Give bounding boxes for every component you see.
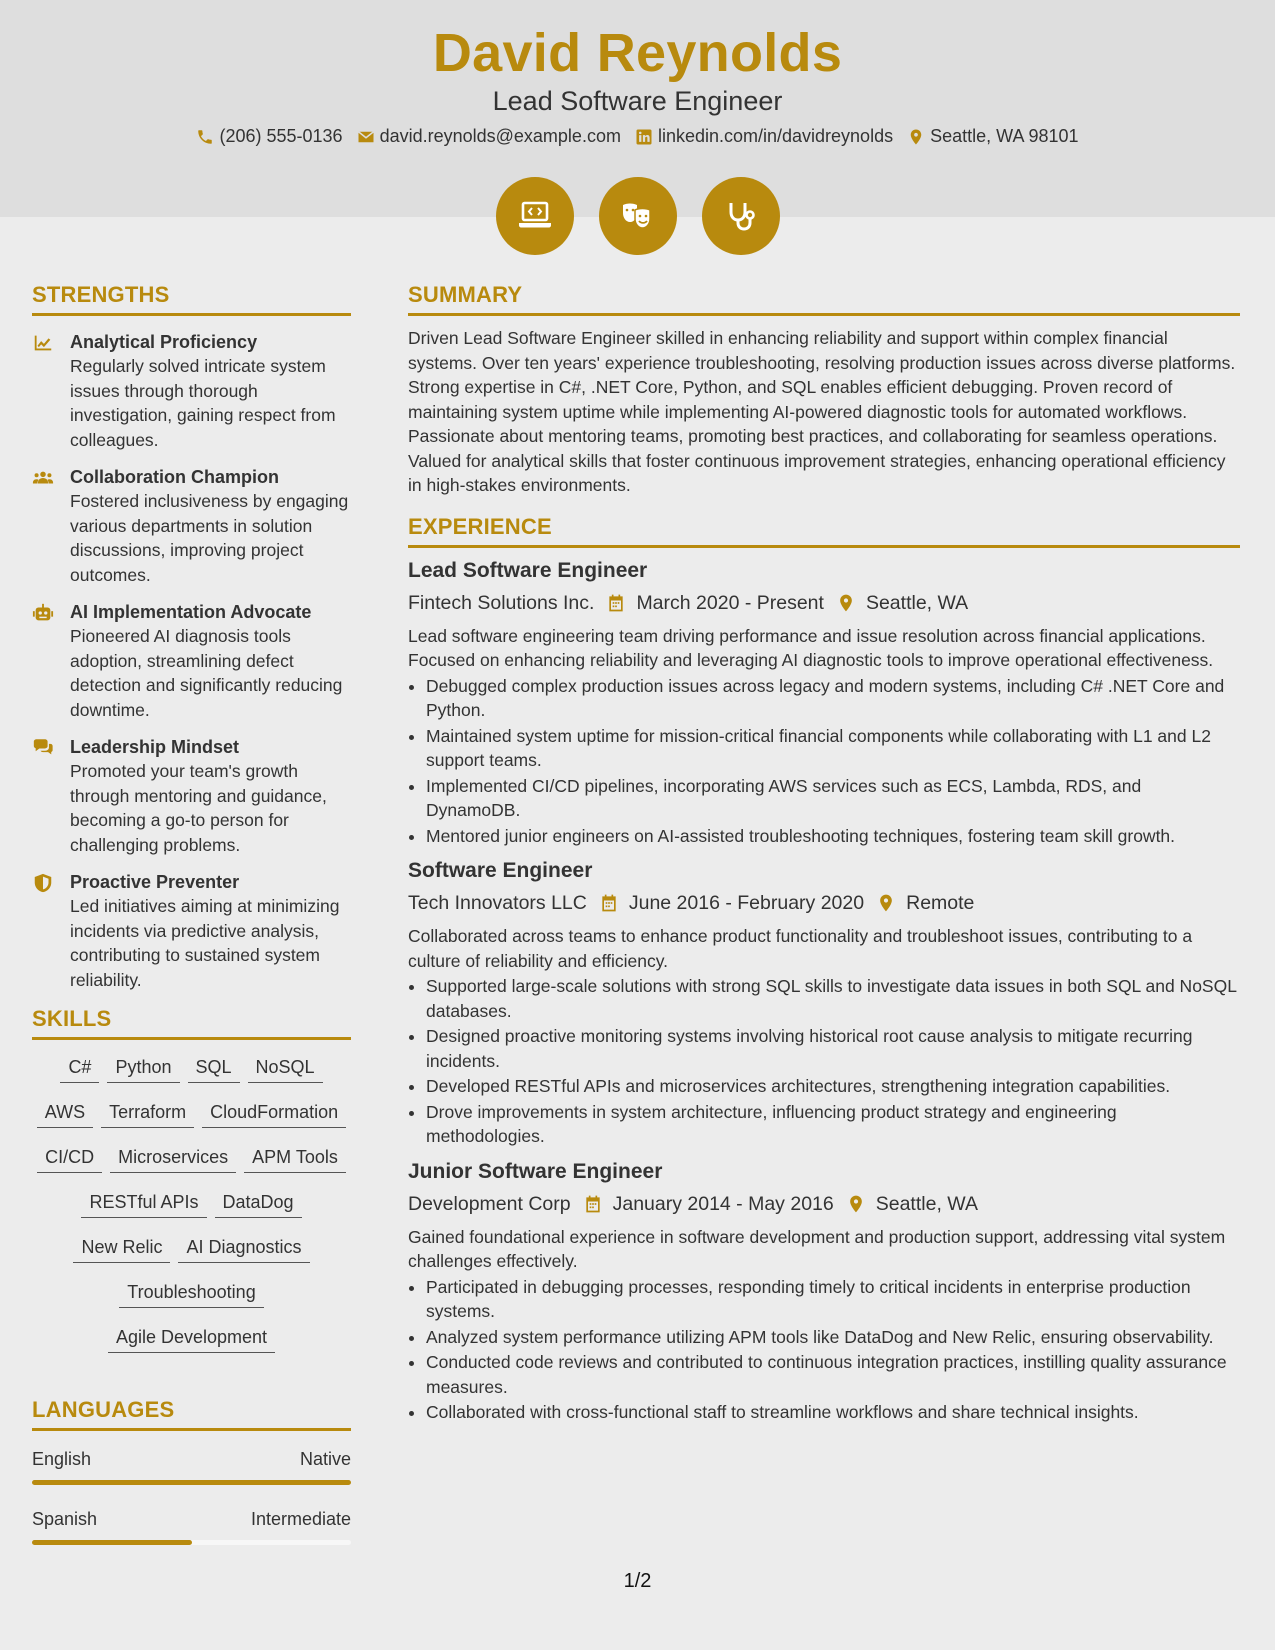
strength-item xyxy=(32,465,351,587)
theater-masks-badge xyxy=(599,177,677,255)
strengths-list xyxy=(32,330,351,992)
language-bar xyxy=(32,1540,351,1545)
strength-desc: Fostered inclusiveness by engaging various departments in solution discussions, improving project outcomes. xyxy=(70,491,349,585)
map-pin-icon xyxy=(907,128,925,146)
language-item xyxy=(32,1509,351,1545)
email-text: david.reynolds@example.com xyxy=(379,126,621,146)
theater-masks-icon xyxy=(618,196,658,236)
map-pin-icon xyxy=(876,893,896,913)
calendar-icon xyxy=(583,1194,603,1214)
skill-tag: C# xyxy=(60,1052,99,1083)
strength-item xyxy=(32,870,351,992)
job-company: Development Corp xyxy=(408,1192,571,1215)
contact-linkedin[interactable] xyxy=(635,126,893,147)
job-company: Tech Innovators LLC xyxy=(408,892,587,914)
phone-text: (206) 555-0136 xyxy=(219,126,343,146)
calendar-icon xyxy=(606,593,626,613)
stethoscope-icon xyxy=(721,196,761,236)
job-bullets xyxy=(408,974,1240,1149)
shield-icon xyxy=(32,872,54,894)
language-bar-fill xyxy=(32,1540,192,1545)
language-bar-fill xyxy=(32,1480,351,1485)
users-icon xyxy=(32,467,54,489)
summary-text: Driven Lead Software Engineer skilled in enhancing reliability and support within complex financial systems. Over ten years' experience troubleshooting, resolving production issues across diverse platforms. Strong expertise in C#, .NET Core, Python, and SQL enables efficient debugging. Proven record of maintaining system uptime while implementing AI-powered diagnostic tools for automated workflows. Passionate about mentoring teams, promoting best practices, and collaborating for seamless operations. Valued for analytical skills that foster continuous improvement strategies, enhancing operational efficiency in high-stakes environments. xyxy=(408,328,1236,495)
job-entry xyxy=(408,556,1240,849)
map-pin-icon xyxy=(836,593,856,613)
location-text: Seattle, WA 98101 xyxy=(930,126,1079,146)
strength-desc: Promoted your team's growth through mentoring and guidance, becoming a go-to person for challenging problems. xyxy=(70,761,327,855)
languages-heading: LANGUAGES xyxy=(32,1397,351,1431)
right-column xyxy=(408,282,1240,1426)
job-bullet: • Collaborated with cross-functional staff to streamline workflows and share technical insights. xyxy=(426,1400,1240,1425)
skill-tag: Python xyxy=(107,1052,179,1083)
language-item xyxy=(32,1449,351,1485)
strength-desc: Pioneered AI diagnosis tools adoption, streamlining defect detection and significantly reducing downtime. xyxy=(70,626,343,720)
strength-item xyxy=(32,600,351,722)
contact-bar xyxy=(0,126,1275,147)
language-level: Native xyxy=(299,1449,351,1469)
laptop-code-icon xyxy=(515,196,555,236)
job-bullet: • Analyzed system performance utilizing APM tools like DataDog and New Relic, ensuring observability. xyxy=(426,1325,1240,1350)
job-bullet: • Designed proactive monitoring systems involving historical root cause analysis to mitigate recurring incidents. xyxy=(426,1024,1240,1073)
strength-title: Leadership Mindset xyxy=(70,737,240,757)
strength-title: Analytical Proficiency xyxy=(70,332,258,352)
strength-title: Proactive Preventer xyxy=(70,872,240,892)
job-location: Seattle, WA xyxy=(875,1192,978,1215)
job-bullet: • Developed RESTful APIs and microservices architectures, strengthening integration capabilities. xyxy=(426,1074,1240,1099)
linkedin-icon xyxy=(635,128,653,146)
job-bullet: • Participated in debugging processes, responding timely to critical incidents in enterprise production systems. xyxy=(426,1275,1240,1324)
strength-item xyxy=(32,330,351,452)
strength-item xyxy=(32,735,351,857)
skill-tag: New Relic xyxy=(73,1232,170,1263)
map-pin-icon xyxy=(846,1194,866,1214)
left-column xyxy=(32,282,351,1545)
summary-heading: SUMMARY xyxy=(408,282,1240,316)
job-title: Lead Software Engineer xyxy=(408,558,648,582)
language-bar xyxy=(32,1480,351,1485)
skills-list xyxy=(32,1052,351,1353)
skill-tag: APM Tools xyxy=(244,1142,346,1173)
job-title: Software Engineer xyxy=(408,859,593,882)
skill-tag: CloudFormation xyxy=(202,1097,346,1128)
skill-tag: Troubleshooting xyxy=(119,1277,263,1308)
job-bullets xyxy=(408,674,1240,849)
envelope-icon xyxy=(357,128,375,146)
job-bullet: • Maintained system uptime for mission-critical financial components while collaborating with L1 and L2 support teams. xyxy=(426,724,1240,773)
stethoscope-badge xyxy=(702,177,780,255)
robot-icon xyxy=(32,602,54,624)
skill-tag: SQL xyxy=(188,1052,240,1083)
skills-heading: SKILLS xyxy=(32,1006,351,1040)
job-location: Seattle, WA xyxy=(865,591,969,614)
candidate-name: David Reynolds xyxy=(432,23,843,83)
job-bullet: • Conducted code reviews and contributed to continuous integration practices, instilling quality assurance measures. xyxy=(426,1350,1240,1399)
contact-location xyxy=(907,126,1078,147)
language-level: Intermediate xyxy=(250,1509,351,1529)
language-name: Spanish xyxy=(32,1509,98,1529)
job-description: Collaborated across teams to enhance product functionality and troubleshoot issues, contributing to a culture of reliability and efficiency. xyxy=(408,926,1193,971)
job-bullet: • Implemented CI/CD pipelines, incorporating AWS services such as ECS, Lambda, RDS, and DynamoDB. xyxy=(426,774,1240,823)
job-bullet: • Drove improvements in system architecture, influencing product strategy and engineering methodologies. xyxy=(426,1100,1240,1149)
laptop-code-badge xyxy=(496,177,574,255)
job-title: Junior Software Engineer xyxy=(408,1159,663,1183)
skill-tag: CI/CD xyxy=(37,1142,102,1173)
job-dates: January 2014 - May 2016 xyxy=(612,1192,834,1215)
skill-tag: Agile Development xyxy=(108,1322,275,1353)
skill-tag: RESTful APIs xyxy=(81,1187,206,1218)
phone-icon xyxy=(196,128,214,146)
comments-icon xyxy=(32,737,54,759)
strength-desc: Led initiatives aiming at minimizing incidents via predictive analysis, contributing to sustained system reliability. xyxy=(70,896,340,990)
strength-title: AI Implementation Advocate xyxy=(70,602,312,622)
job-location: Remote xyxy=(906,892,975,914)
skill-tag: AWS xyxy=(37,1097,93,1128)
contact-phone[interactable] xyxy=(196,126,342,147)
job-bullet: • Mentored junior engineers on AI-assisted troubleshooting techniques, fostering team skill growth. xyxy=(426,824,1240,849)
skill-tag: Terraform xyxy=(101,1097,194,1128)
job-entry xyxy=(408,856,1240,1149)
contact-email[interactable] xyxy=(357,126,621,147)
page-number: 1/2 xyxy=(623,1570,652,1592)
interest-badges xyxy=(0,177,1275,255)
strength-desc: Regularly solved intricate system issues through thorough investigation, gaining respect from colleagues. xyxy=(70,356,336,450)
job-bullet: • Debugged complex production issues across legacy and modern systems, including C# .NET Core and Python. xyxy=(426,674,1240,723)
linkedin-text: linkedin.com/in/davidreynolds xyxy=(657,126,894,146)
job-description: Gained foundational experience in software development and production support, addressing vital system challenges effectively. xyxy=(408,1226,1226,1271)
job-description: Lead software engineering team driving performance and issue resolution across financial applications. Focused on enhancing reliability and leveraging AI diagnostic tools to improve operational effectiveness. xyxy=(408,625,1214,670)
job-dates: March 2020 - Present xyxy=(636,591,824,614)
chart-line-icon xyxy=(32,332,54,354)
job-entry xyxy=(408,1157,1240,1425)
skill-tag: AI Diagnostics xyxy=(178,1232,309,1263)
job-company: Fintech Solutions Inc. xyxy=(408,591,595,614)
language-name: English xyxy=(32,1449,92,1469)
skill-tag: NoSQL xyxy=(248,1052,323,1083)
strength-title: Collaboration Champion xyxy=(70,467,279,487)
job-bullet: • Supported large-scale solutions with strong SQL skills to investigate data issues in both SQL and NoSQL databases. xyxy=(426,974,1240,1023)
strengths-heading: STRENGTHS xyxy=(32,282,351,316)
candidate-title: Lead Software Engineer xyxy=(492,86,783,116)
job-bullets xyxy=(408,1275,1240,1425)
experience-heading: EXPERIENCE xyxy=(408,514,1240,548)
calendar-icon xyxy=(599,893,619,913)
job-dates: June 2016 - February 2020 xyxy=(628,892,865,914)
skill-tag: Microservices xyxy=(110,1142,236,1173)
skill-tag: DataDog xyxy=(215,1187,302,1218)
